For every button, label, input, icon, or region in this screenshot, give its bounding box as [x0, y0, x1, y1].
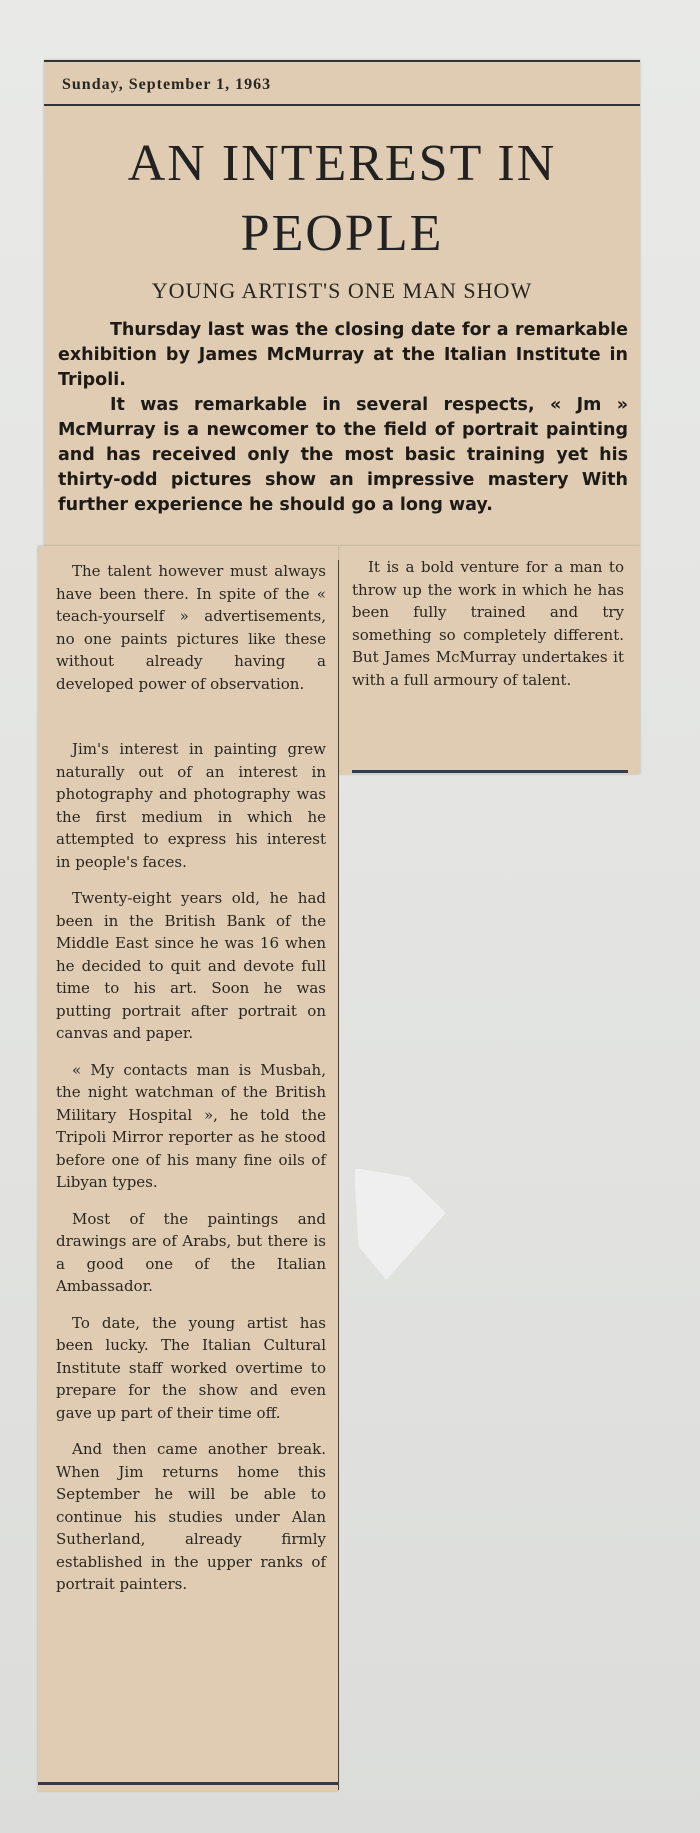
lead-paragraphs	[58, 318, 628, 518]
right-column	[352, 556, 624, 705]
body-paragraph: « My contacts man is Musbah, the night watchman of the British Military Hospital », he told the Tripoli Mirror reporter as he stood before one of his many fine oils of Libyan types.	[56, 1060, 326, 1191]
top-rule	[44, 60, 640, 62]
body-paragraph: Jim's interest in painting grew naturally out of an interest in photography and photography was the first medium in which he attempted to express his interest in people's faces.	[56, 740, 326, 871]
left-column-bottom	[56, 738, 326, 1610]
body-paragraph: The talent however must always have been there. In spite of the « teach-yourself » advertisements, no one paints pictures like these without already having a developed power of observation.	[56, 562, 326, 693]
left-column-end-rule	[38, 1782, 338, 1785]
body-paragraph: Twenty-eight years old, he had been in the British Bank of the Middle East since he was 16 when he decided to quit and devote full time to his art. Soon he was putting portrait after portrait on canvas and paper.	[56, 889, 326, 1042]
body-paragraph: And then came another break. When Jim returns home this September he will be able to continue his studies under Alan Sutherland, already firmly established in the upper ranks of portrait painters.	[56, 1440, 326, 1593]
left-column-top	[56, 560, 326, 709]
body-paragraph: It is a bold venture for a man to throw up the work in which he has been fully trained and try something so completely different. But James McMurray undertakes it with a full armoury of talent.	[352, 558, 624, 689]
subheadline: YOUNG ARTIST'S ONE MAN SHOW	[151, 278, 533, 303]
dateline: Sunday, September 1, 1963	[62, 76, 272, 93]
body-paragraph: Most of the paintings and drawings are of Arabs, but there is a good one of the Italian Ambassador.	[56, 1209, 326, 1295]
lead-paragraph: It was remarkable in several respects, « Jm » McMurray is a newcomer to the field of portrait painting and has received only the most basic training yet his thirty-odd pictures show an impressive mastery With further experience he should go a long way.	[58, 395, 628, 515]
lead-paragraph: Thursday last was the closing date for a remarkable exhibition by James McMurray at the Italian Institute in Tripoli.	[58, 320, 628, 390]
body-paragraph: To date, the young artist has been lucky. The Italian Cultural Institute staff worked overtime to prepare for the show and even gave up part of their time off.	[56, 1313, 326, 1422]
right-column-end-rule	[352, 770, 628, 773]
dateline-rule	[44, 104, 640, 106]
headline-line-2: PEOPLE	[240, 205, 444, 262]
headline-line-1: AN INTEREST IN	[127, 135, 557, 192]
column-divider	[338, 560, 339, 1790]
